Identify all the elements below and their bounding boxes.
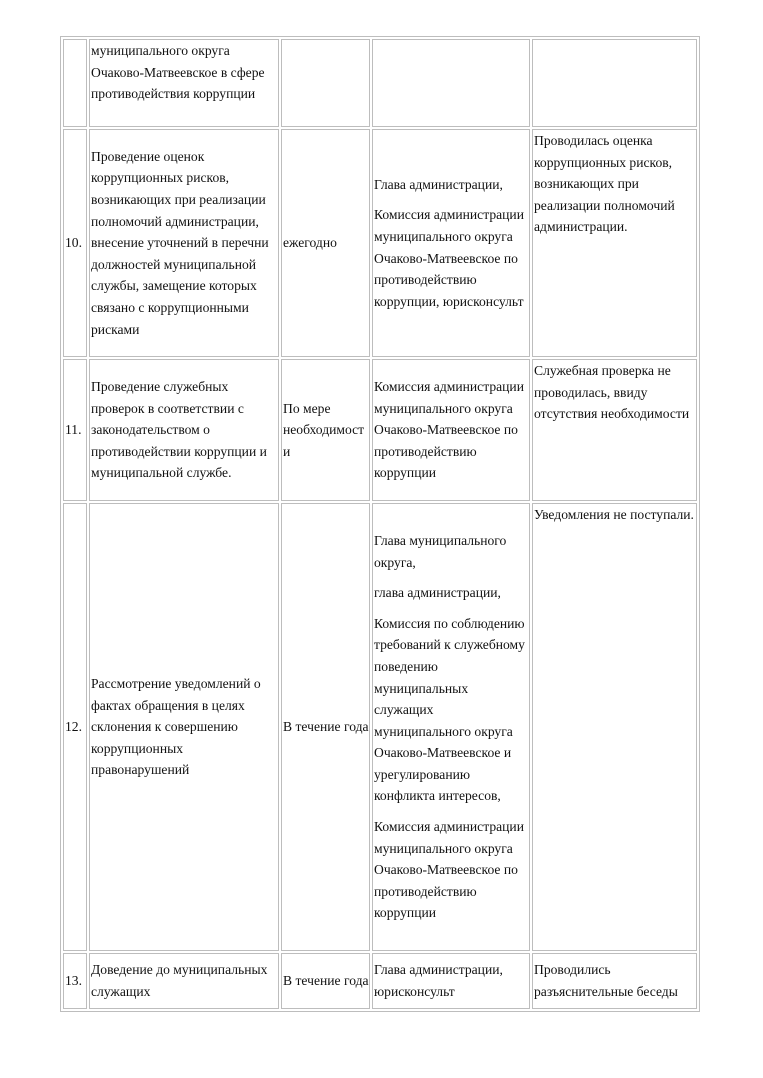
term-cell: В течение года (281, 503, 370, 951)
row-number: 10. (63, 129, 87, 357)
term-cell: ежегодно (281, 129, 370, 357)
result-cell: Проводились разъяснительные беседы (532, 953, 697, 1009)
table-row (63, 503, 697, 951)
row-number: 12. (63, 503, 87, 951)
term-cell: В течение года (281, 953, 370, 1009)
responsible-text: глава администрации, (374, 585, 501, 601)
table-row (63, 39, 697, 127)
responsible-text: Глава администрации, (374, 176, 503, 192)
activity-cell: Проведение служебных проверок в соответствии с законодательством о противодействии коррупции и муниципальной службе. (89, 359, 279, 501)
row-number (63, 39, 87, 127)
term-cell: По мере необходимости (281, 359, 370, 501)
result-cell: Служебная проверка не проводилась, ввиду отсутствия необходимости (532, 359, 697, 501)
activity-cell: Доведение до муниципальных служащих (89, 953, 279, 1009)
activity-cell: муниципального округа Очаково-Матвеевское в сфере противодействия коррупции (89, 39, 279, 127)
table-row (63, 129, 697, 357)
responsible-text: Комиссия администрации муниципального округа Очаково-Матвеевское по противодействию коррупции (374, 819, 524, 921)
responsible-text: Комиссия администрации муниципального округа Очаково-Матвеевское по противодействию коррупции (374, 379, 524, 481)
result-cell: Проводилась оценка коррупционных рисков, возникающих при реализации полномочий администрации. (532, 129, 697, 357)
responsible-cell (372, 503, 530, 951)
responsible-cell (372, 359, 530, 501)
term-cell (281, 39, 370, 127)
responsible-text: Глава администрации, юрисконсульт (374, 962, 503, 999)
activity-cell: Рассмотрение уведомлений о фактах обращения в целях склонения к совершению коррупционных правонарушений (89, 503, 279, 951)
activity-cell: Проведение оценок коррупционных рисков, возникающих при реализации полномочий администрации, внесение уточнений в перечни должностей муниципальной службы, замещение которых связано с коррупционными рисками (89, 129, 279, 357)
result-cell (532, 39, 697, 127)
responsible-text: Глава муниципального округа, (374, 532, 507, 570)
measures-table (60, 36, 700, 1012)
row-number: 13. (63, 953, 87, 1009)
table-row (63, 359, 697, 501)
responsible-cell (372, 39, 530, 127)
responsible-text: Комиссия администрации муниципального округа Очаково-Матвеевское по противодействию коррупции, юрисконсульт (374, 207, 524, 309)
row-number: 11. (63, 359, 87, 501)
responsible-cell (372, 129, 530, 357)
responsible-text: Комиссия по соблюдению требований к служебному поведению муниципальных служащих муниципального округа Очаково-Матвеевское и урегулированию конфликта интересов, (374, 615, 525, 804)
table-row (63, 953, 697, 1009)
result-cell: Уведомления не поступали. (532, 503, 697, 951)
responsible-cell (372, 953, 530, 1009)
